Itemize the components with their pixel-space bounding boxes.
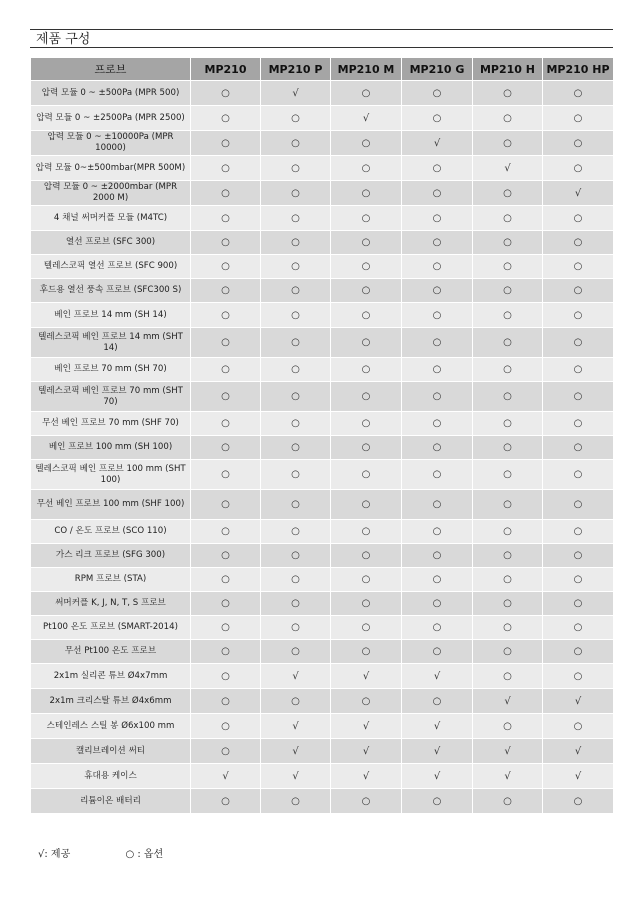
option-mark-cell: ○: [473, 789, 543, 814]
option-mark-cell: ○: [331, 640, 402, 664]
table-row: [31, 106, 614, 131]
probe-name-cell: 리튬이온 배터리: [31, 789, 191, 814]
included-mark-cell: √: [261, 764, 331, 789]
option-mark-cell: ○: [261, 460, 331, 490]
option-mark-cell: ○: [402, 568, 473, 592]
included-mark-cell: √: [331, 664, 402, 689]
option-mark-cell: ○: [191, 412, 261, 436]
table-row: [31, 490, 614, 520]
included-mark-cell: √: [473, 689, 543, 714]
product-configuration-table: [30, 57, 614, 814]
option-mark-cell: ○: [473, 328, 543, 358]
option-mark-cell: ○: [261, 592, 331, 616]
option-mark-cell: ○: [331, 328, 402, 358]
probe-name-cell: 압력 모듈 0 ~ ±2500Pa (MPR 2500): [31, 106, 191, 131]
option-mark-cell: ○: [473, 714, 543, 739]
option-mark-cell: ○: [331, 689, 402, 714]
option-mark-cell: ○: [473, 81, 543, 106]
option-mark-cell: ○: [191, 490, 261, 520]
option-mark-cell: ○: [473, 436, 543, 460]
header-row: [31, 58, 614, 81]
probe-name-cell: 무선 베인 프로브 100 mm (SHF 100): [31, 490, 191, 520]
option-mark-cell: ○: [473, 520, 543, 544]
option-mark-cell: ○: [543, 789, 614, 814]
option-mark-cell: ○: [331, 358, 402, 382]
included-mark-cell: √: [191, 764, 261, 789]
table-row: [31, 181, 614, 206]
included-mark-cell: √: [261, 81, 331, 106]
column-header-mp210-m: MP210 M: [331, 58, 402, 81]
option-mark-cell: ○: [402, 106, 473, 131]
option-mark-cell: ○: [191, 714, 261, 739]
option-mark-cell: ○: [261, 568, 331, 592]
option-mark-cell: ○: [543, 81, 614, 106]
table-row: [31, 255, 614, 279]
option-mark-cell: ○: [261, 436, 331, 460]
option-mark-cell: ○: [473, 616, 543, 640]
probe-name-cell: 캘리브레이션 써티: [31, 739, 191, 764]
table-row: [31, 568, 614, 592]
option-mark-cell: ○: [402, 358, 473, 382]
option-mark-cell: ○: [402, 789, 473, 814]
option-mark-cell: ○: [331, 436, 402, 460]
option-mark-cell: ○: [543, 412, 614, 436]
option-mark-cell: ○: [261, 544, 331, 568]
included-mark-cell: √: [402, 131, 473, 156]
table-row: [31, 592, 614, 616]
option-mark-cell: ○: [473, 358, 543, 382]
option-mark-cell: ○: [473, 181, 543, 206]
option-mark-cell: ○: [473, 131, 543, 156]
option-mark-cell: ○: [191, 436, 261, 460]
option-mark-cell: ○: [543, 616, 614, 640]
option-mark-cell: ○: [543, 592, 614, 616]
probe-name-cell: CO / 온도 프로브 (SCO 110): [31, 520, 191, 544]
column-header-probe: 프로브: [31, 58, 191, 81]
included-mark-cell: √: [543, 764, 614, 789]
option-mark-cell: ○: [402, 81, 473, 106]
option-mark-cell: ○: [261, 303, 331, 328]
table-row: [31, 358, 614, 382]
option-mark-cell: ○: [261, 789, 331, 814]
option-mark-cell: ○: [191, 460, 261, 490]
option-mark-cell: ○: [191, 689, 261, 714]
column-header-mp210-hp: MP210 HP: [543, 58, 614, 81]
table-body: [31, 81, 614, 814]
option-mark-cell: ○: [261, 520, 331, 544]
option-mark-cell: ○: [191, 255, 261, 279]
table-row: [31, 664, 614, 689]
table-row: [31, 436, 614, 460]
table-row: [31, 303, 614, 328]
option-mark-cell: ○: [191, 616, 261, 640]
option-mark-cell: ○: [331, 382, 402, 412]
probe-name-cell: 무선 Pt100 온도 프로브: [31, 640, 191, 664]
table-row: [31, 412, 614, 436]
option-mark-cell: ○: [543, 714, 614, 739]
probe-name-cell: 4 채널 써머커플 모듈 (M4TC): [31, 206, 191, 231]
option-mark-cell: ○: [191, 81, 261, 106]
table-row: [31, 206, 614, 231]
option-mark-cell: ○: [473, 664, 543, 689]
option-mark-cell: ○: [473, 592, 543, 616]
option-mark-cell: ○: [261, 382, 331, 412]
option-mark-cell: ○: [261, 231, 331, 255]
option-mark-cell: ○: [473, 544, 543, 568]
option-mark-cell: ○: [261, 412, 331, 436]
option-mark-cell: ○: [261, 156, 331, 181]
option-mark-cell: ○: [402, 460, 473, 490]
page-title: 제품 구성: [30, 29, 613, 48]
option-mark-cell: ○: [331, 131, 402, 156]
included-mark-cell: √: [543, 739, 614, 764]
table-row: [31, 640, 614, 664]
option-mark-cell: ○: [473, 568, 543, 592]
option-mark-cell: ○: [261, 255, 331, 279]
option-mark-cell: ○: [402, 279, 473, 303]
option-mark-cell: ○: [261, 490, 331, 520]
legend-provided: √: 제공: [38, 849, 71, 860]
table-row: [31, 131, 614, 156]
option-mark-cell: ○: [543, 231, 614, 255]
option-mark-cell: ○: [191, 592, 261, 616]
option-mark-cell: ○: [191, 279, 261, 303]
probe-name-cell: 무선 베인 프로브 70 mm (SHF 70): [31, 412, 191, 436]
option-mark-cell: ○: [191, 358, 261, 382]
option-mark-cell: ○: [261, 206, 331, 231]
option-mark-cell: ○: [402, 255, 473, 279]
included-mark-cell: √: [473, 156, 543, 181]
option-mark-cell: ○: [261, 181, 331, 206]
option-mark-cell: ○: [402, 231, 473, 255]
option-mark-cell: ○: [543, 544, 614, 568]
option-mark-cell: ○: [331, 303, 402, 328]
table-row: [31, 714, 614, 739]
probe-name-cell: 압력 모듈 0 ~ ±10000Pa (MPR 10000): [31, 131, 191, 156]
column-header-mp210-p: MP210 P: [261, 58, 331, 81]
option-mark-cell: ○: [191, 181, 261, 206]
option-mark-cell: ○: [191, 640, 261, 664]
included-mark-cell: √: [402, 739, 473, 764]
probe-name-cell: 텔레스코픽 베인 프로브 14 mm (SHT 14): [31, 328, 191, 358]
table-row: [31, 739, 614, 764]
option-mark-cell: ○: [543, 303, 614, 328]
option-mark-cell: ○: [191, 106, 261, 131]
probe-name-cell: 스테인레스 스틸 봉 Ø6x100 mm: [31, 714, 191, 739]
probe-name-cell: 2x1m 크리스탈 튜브 Ø4x6mm: [31, 689, 191, 714]
table-row: [31, 789, 614, 814]
option-mark-cell: ○: [543, 640, 614, 664]
option-mark-cell: ○: [473, 231, 543, 255]
option-mark-cell: ○: [473, 279, 543, 303]
included-mark-cell: √: [331, 106, 402, 131]
included-mark-cell: √: [402, 714, 473, 739]
table-row: [31, 689, 614, 714]
included-mark-cell: √: [261, 664, 331, 689]
option-mark-cell: ○: [543, 206, 614, 231]
probe-name-cell: 텔레스코픽 베인 프로브 70 mm (SHT 70): [31, 382, 191, 412]
option-mark-cell: ○: [191, 520, 261, 544]
option-mark-cell: ○: [191, 568, 261, 592]
option-mark-cell: ○: [543, 131, 614, 156]
included-mark-cell: √: [543, 689, 614, 714]
option-mark-cell: ○: [331, 616, 402, 640]
option-mark-cell: ○: [543, 460, 614, 490]
probe-name-cell: 써머커플 K, J, N, T, S 프로브: [31, 592, 191, 616]
option-mark-cell: ○: [473, 460, 543, 490]
option-mark-cell: ○: [473, 382, 543, 412]
option-mark-cell: ○: [543, 358, 614, 382]
table-row: [31, 616, 614, 640]
probe-name-cell: 가스 리크 프로브 (SFG 300): [31, 544, 191, 568]
included-mark-cell: √: [402, 764, 473, 789]
option-mark-cell: ○: [473, 412, 543, 436]
option-mark-cell: ○: [402, 544, 473, 568]
option-mark-cell: ○: [402, 436, 473, 460]
option-mark-cell: ○: [543, 382, 614, 412]
included-mark-cell: √: [402, 664, 473, 689]
included-mark-cell: √: [331, 714, 402, 739]
option-mark-cell: ○: [331, 460, 402, 490]
option-mark-cell: ○: [261, 106, 331, 131]
option-mark-cell: ○: [402, 640, 473, 664]
table-row: [31, 544, 614, 568]
included-mark-cell: √: [261, 714, 331, 739]
option-mark-cell: ○: [261, 131, 331, 156]
included-mark-cell: √: [543, 181, 614, 206]
option-mark-cell: ○: [402, 303, 473, 328]
option-mark-cell: ○: [402, 592, 473, 616]
included-mark-cell: √: [473, 739, 543, 764]
option-mark-cell: ○: [191, 206, 261, 231]
probe-name-cell: 휴대용 케이스: [31, 764, 191, 789]
probe-name-cell: 베인 프로브 14 mm (SH 14): [31, 303, 191, 328]
option-mark-cell: ○: [473, 490, 543, 520]
option-mark-cell: ○: [331, 231, 402, 255]
probe-name-cell: 압력 모듈 0~±500mbar(MPR 500M): [31, 156, 191, 181]
option-mark-cell: ○: [331, 255, 402, 279]
option-mark-cell: ○: [543, 279, 614, 303]
option-mark-cell: ○: [402, 181, 473, 206]
option-mark-cell: ○: [191, 664, 261, 689]
option-mark-cell: ○: [331, 181, 402, 206]
option-mark-cell: ○: [261, 616, 331, 640]
option-mark-cell: ○: [543, 490, 614, 520]
option-mark-cell: ○: [402, 382, 473, 412]
option-mark-cell: ○: [402, 328, 473, 358]
option-mark-cell: ○: [331, 156, 402, 181]
option-mark-cell: ○: [473, 255, 543, 279]
option-mark-cell: ○: [261, 640, 331, 664]
option-mark-cell: ○: [402, 616, 473, 640]
option-mark-cell: ○: [543, 156, 614, 181]
probe-name-cell: 텔레스코픽 베인 프로브 100 mm (SHT 100): [31, 460, 191, 490]
option-mark-cell: ○: [191, 231, 261, 255]
option-mark-cell: ○: [473, 206, 543, 231]
option-mark-cell: ○: [331, 81, 402, 106]
option-mark-cell: ○: [543, 664, 614, 689]
probe-name-cell: RPM 프로브 (STA): [31, 568, 191, 592]
option-mark-cell: ○: [402, 490, 473, 520]
table-row: [31, 520, 614, 544]
option-mark-cell: ○: [331, 544, 402, 568]
legend-optional: ○ : 옵션: [125, 849, 164, 860]
table-row: [31, 81, 614, 106]
option-mark-cell: ○: [191, 328, 261, 358]
column-header-mp210-h: MP210 H: [473, 58, 543, 81]
included-mark-cell: √: [473, 764, 543, 789]
table-row: [31, 156, 614, 181]
table-row: [31, 382, 614, 412]
option-mark-cell: ○: [473, 640, 543, 664]
option-mark-cell: ○: [261, 279, 331, 303]
option-mark-cell: ○: [402, 689, 473, 714]
option-mark-cell: ○: [543, 255, 614, 279]
option-mark-cell: ○: [543, 436, 614, 460]
option-mark-cell: ○: [261, 689, 331, 714]
table-row: [31, 231, 614, 255]
option-mark-cell: ○: [331, 206, 402, 231]
option-mark-cell: ○: [543, 568, 614, 592]
option-mark-cell: ○: [331, 592, 402, 616]
option-mark-cell: ○: [191, 156, 261, 181]
legend: [38, 845, 338, 863]
probe-name-cell: 압력 모듈 0 ~ ±2000mbar (MPR 2000 M): [31, 181, 191, 206]
option-mark-cell: ○: [331, 789, 402, 814]
option-mark-cell: ○: [402, 520, 473, 544]
option-mark-cell: ○: [331, 568, 402, 592]
option-mark-cell: ○: [191, 303, 261, 328]
option-mark-cell: ○: [543, 520, 614, 544]
option-mark-cell: ○: [191, 544, 261, 568]
option-mark-cell: ○: [473, 303, 543, 328]
probe-name-cell: 텔레스코픽 열선 프로브 (SFC 900): [31, 255, 191, 279]
included-mark-cell: √: [331, 764, 402, 789]
probe-name-cell: 베인 프로브 100 mm (SH 100): [31, 436, 191, 460]
included-mark-cell: √: [261, 739, 331, 764]
probe-name-cell: 베인 프로브 70 mm (SH 70): [31, 358, 191, 382]
probe-name-cell: 2x1m 실리콘 튜브 Ø4x7mm: [31, 664, 191, 689]
option-mark-cell: ○: [191, 382, 261, 412]
option-mark-cell: ○: [261, 358, 331, 382]
option-mark-cell: ○: [331, 279, 402, 303]
table-row: [31, 460, 614, 490]
option-mark-cell: ○: [543, 106, 614, 131]
option-mark-cell: ○: [191, 131, 261, 156]
table-row: [31, 764, 614, 789]
probe-name-cell: 열선 프로브 (SFC 300): [31, 231, 191, 255]
included-mark-cell: √: [331, 739, 402, 764]
probe-name-cell: Pt100 온도 프로브 (SMART-2014): [31, 616, 191, 640]
table-row: [31, 328, 614, 358]
option-mark-cell: ○: [331, 412, 402, 436]
probe-name-cell: 후드용 열선 풍속 프로브 (SFC300 S): [31, 279, 191, 303]
option-mark-cell: ○: [473, 106, 543, 131]
option-mark-cell: ○: [402, 206, 473, 231]
option-mark-cell: ○: [191, 789, 261, 814]
probe-name-cell: 압력 모듈 0 ~ ±500Pa (MPR 500): [31, 81, 191, 106]
option-mark-cell: ○: [261, 328, 331, 358]
option-mark-cell: ○: [331, 490, 402, 520]
option-mark-cell: ○: [402, 412, 473, 436]
column-header-mp210-g: MP210 G: [402, 58, 473, 81]
option-mark-cell: ○: [191, 739, 261, 764]
column-header-mp210: MP210: [191, 58, 261, 81]
table-row: [31, 279, 614, 303]
option-mark-cell: ○: [331, 520, 402, 544]
option-mark-cell: ○: [543, 328, 614, 358]
option-mark-cell: ○: [402, 156, 473, 181]
